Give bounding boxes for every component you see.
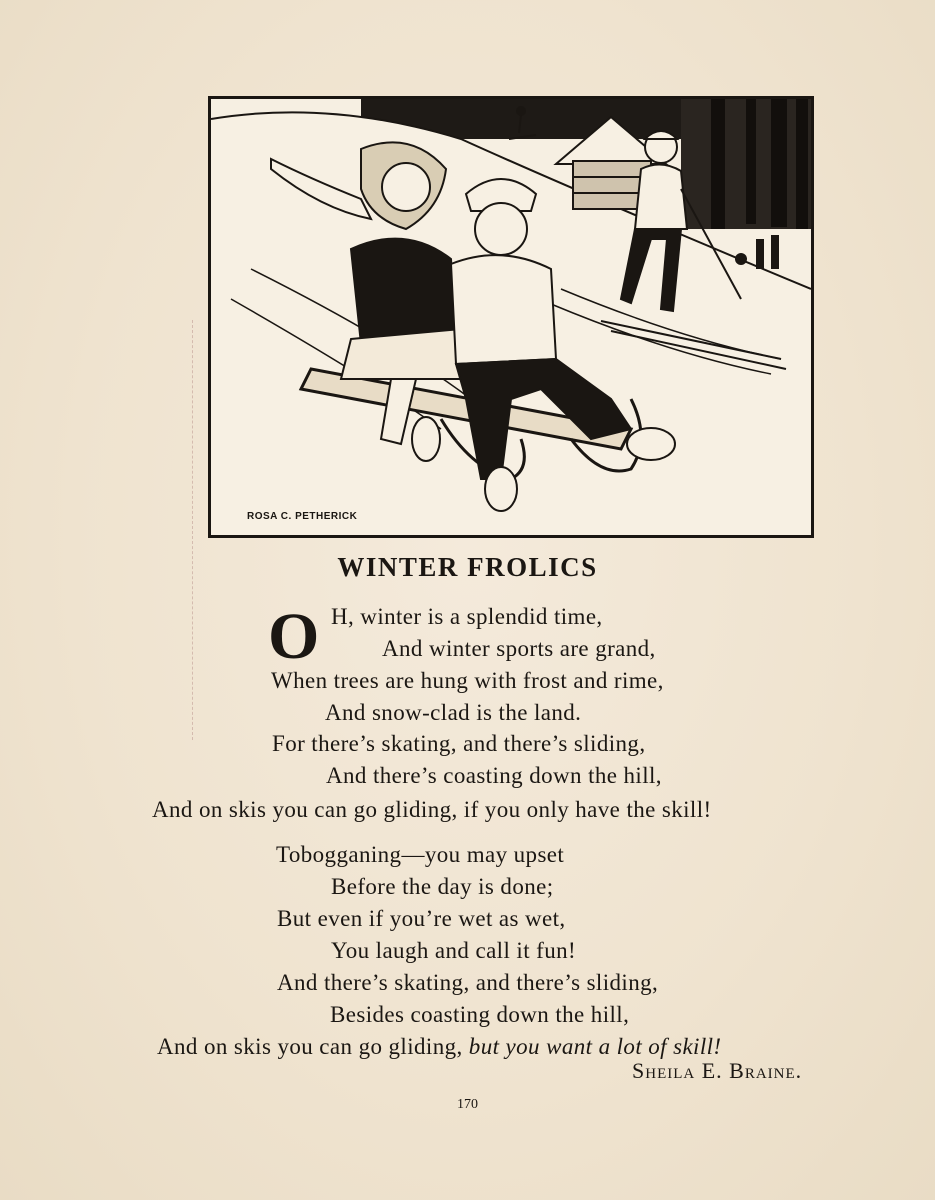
poem-line-final [157,1034,722,1060]
illustration-children-sledding [208,96,814,538]
page-number: 170 [457,1097,478,1112]
poem-line: And there’s coasting down the hill, [326,763,662,788]
poem-line: Besides coasting down the hill, [330,1002,630,1027]
poem-line: And winter sports are grand, [382,636,656,661]
poem-line: You laugh and call it fun! [331,938,577,963]
drop-cap: O [268,600,320,673]
poem-line: For there’s skating, and there’s sliding, [272,731,646,756]
artist-signature: ROSA C. PETHERICK [247,511,358,522]
poem-line-final-start: And on skis you can go gliding, [157,1034,463,1059]
poem-line: When trees are hung with frost and rime, [271,668,664,693]
woodcut-drawing [211,99,811,535]
poem-line: And snow-clad is the land. [325,700,582,725]
poem-author: Sheila E. Braine. [632,1058,803,1083]
poem-line-final-italic: but you want a lot of skill! [468,1034,722,1059]
poem-title: WINTER FROLICS [337,552,598,582]
poem-line: Tobogganing—you may upset [276,842,565,867]
poem-line: H, winter is a splendid time, [331,604,603,629]
poem-line: Before the day is done; [331,874,554,899]
poem-line: And on skis you can go gliding, if you only have the skill! [152,797,712,822]
poem-line: And there’s skating, and there’s sliding, [277,970,659,995]
margin-mark [192,320,194,740]
poem-line: But even if you’re wet as wet, [277,906,566,931]
